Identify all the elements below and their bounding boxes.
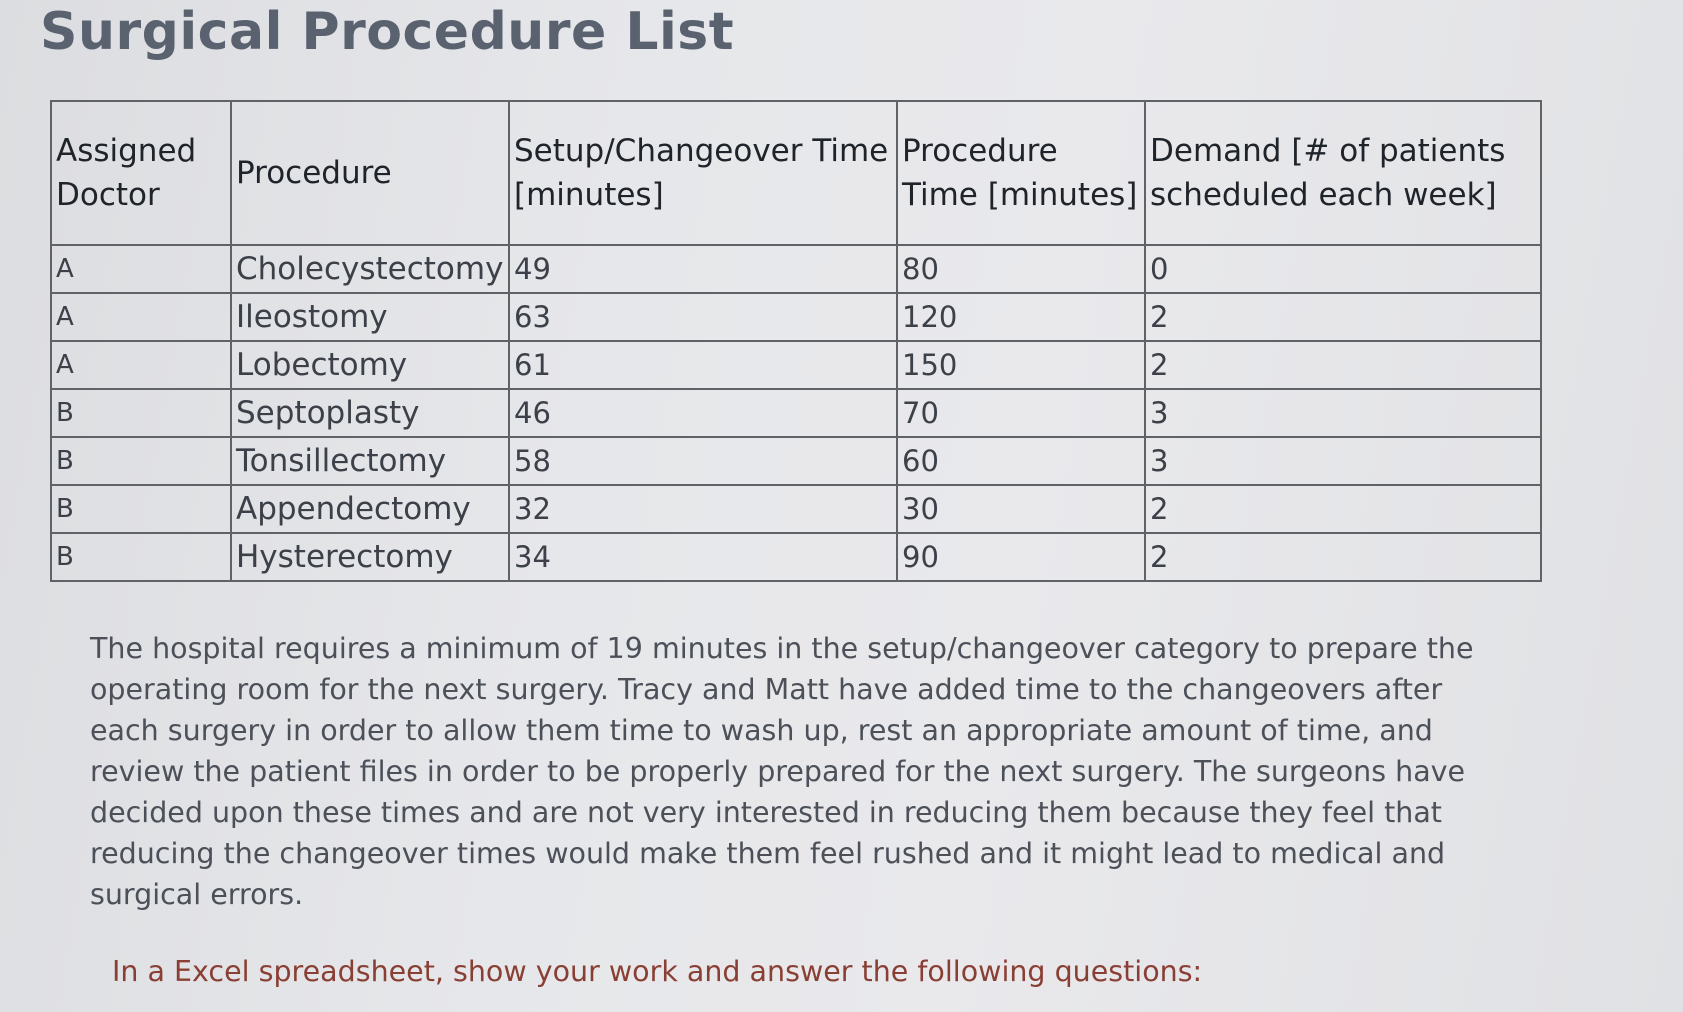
table-row <box>51 533 1541 581</box>
table-row <box>51 389 1541 437</box>
header-demand: Demand [# of patients scheduled each week] <box>1145 101 1541 245</box>
cell-procedure: Appendectomy <box>231 485 509 533</box>
description-paragraph: The hospital requires a minimum of 19 minutes in the setup/changeover category to prepare the operating room for the next surgery. Tracy and Matt have added time to the changeovers after each surgery in order to allow them time to wash up, rest an appropriate amount of time, and review the patient files in order to be properly prepared for the next surgery. The surgeons have decided upon these times and are not very interested in reducing them because they feel that reducing the changeover times would make them feel rushed and it might lead to medical and surgical errors. <box>90 632 1474 911</box>
cell-doctor: A <box>51 293 231 341</box>
header-assigned-doctor: Assigned Doctor <box>51 101 231 245</box>
cell-demand: 3 <box>1145 389 1541 437</box>
cell-setup-time: 61 <box>509 341 897 389</box>
table-row <box>51 341 1541 389</box>
cell-doctor: B <box>51 389 231 437</box>
procedure-table <box>50 100 1542 582</box>
cell-doctor: B <box>51 533 231 581</box>
cell-doctor: A <box>51 245 231 293</box>
cell-doctor: B <box>51 485 231 533</box>
cell-procedure-time: 90 <box>897 533 1145 581</box>
cell-setup-time: 49 <box>509 245 897 293</box>
cell-procedure: Cholecystectomy <box>231 245 509 293</box>
cell-procedure-time: 120 <box>897 293 1145 341</box>
cell-demand: 2 <box>1145 533 1541 581</box>
header-setup-time: Setup/Changeover Time [minutes] <box>509 101 897 245</box>
cell-setup-time: 58 <box>509 437 897 485</box>
cell-procedure-time: 60 <box>897 437 1145 485</box>
table-row <box>51 437 1541 485</box>
cell-procedure: Lobectomy <box>231 341 509 389</box>
table-row <box>51 293 1541 341</box>
cell-procedure-time: 30 <box>897 485 1145 533</box>
cell-procedure-time: 80 <box>897 245 1145 293</box>
cell-procedure: Tonsillectomy <box>231 437 509 485</box>
cell-procedure: Septoplasty <box>231 389 509 437</box>
table-header-row <box>51 101 1541 245</box>
header-procedure: Procedure <box>231 101 509 245</box>
table-row <box>51 245 1541 293</box>
cell-doctor: A <box>51 341 231 389</box>
cell-demand: 2 <box>1145 293 1541 341</box>
cell-demand: 0 <box>1145 245 1541 293</box>
cell-procedure: Ileostomy <box>231 293 509 341</box>
instruction-text: In a Excel spreadsheet, show your work and answer the following questions: <box>112 955 1203 988</box>
cell-demand: 3 <box>1145 437 1541 485</box>
procedure-table-container <box>50 100 1540 582</box>
cell-procedure-time: 70 <box>897 389 1145 437</box>
cell-setup-time: 63 <box>509 293 897 341</box>
cell-demand: 2 <box>1145 485 1541 533</box>
cell-procedure: Hysterectomy <box>231 533 509 581</box>
header-procedure-time: Procedure Time [minutes] <box>897 101 1145 245</box>
cell-demand: 2 <box>1145 341 1541 389</box>
cell-setup-time: 34 <box>509 533 897 581</box>
table-row <box>51 485 1541 533</box>
cell-setup-time: 32 <box>509 485 897 533</box>
cell-setup-time: 46 <box>509 389 897 437</box>
cell-procedure-time: 150 <box>897 341 1145 389</box>
page-title: Surgical Procedure List <box>40 2 735 62</box>
cell-doctor: B <box>51 437 231 485</box>
